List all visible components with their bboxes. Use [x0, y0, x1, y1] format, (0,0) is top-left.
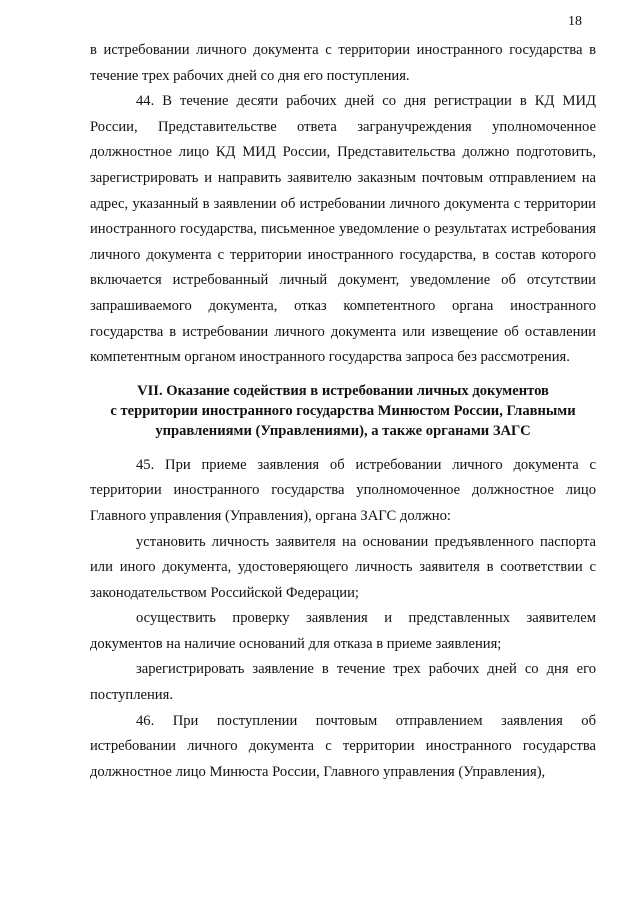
page-number: 18: [568, 14, 582, 29]
paragraph-45-item-2: осуществить проверку заявления и представленных заявителем документов на наличие оснований для отказа в приеме заявления;: [90, 610, 596, 652]
paragraph-44: 44. В течение десяти рабочих дней со дня регистрации в КД МИД России, Представительстве ответа загранучреждения уполномоченное должностное лицо КД МИД России, Представительства должно подготовить, зарегистрировать и направить заявителю заказным почтовым отправлением на адрес, указанный в заявлении об истребовании личного документа с территории иностранного государства, письменное уведомление о результатах истребования личного документа с территории иностранного государства, в состав которого включается истребованный личный документ, уведомление об отсутствии запрашиваемого документа, отказ компетентного органа иностранного государства в истребовании личного документа или извещение об оставлении компетентным органом иностранного государства запроса без рассмотрения.: [90, 93, 596, 366]
paragraph-45: 45. При приеме заявления об истребовании личного документа с территории иностранного государства уполномоченное должностное лицо Главного управления (Управления), органа ЗАГС должно:: [90, 456, 596, 524]
heading-line-1: VII. Оказание содействия в истребовании личных документов: [137, 382, 549, 399]
document-body: [90, 38, 596, 785]
heading-line-3: управлениями (Управлениями), а также органами ЗАГС: [155, 422, 531, 439]
heading-line-2: с территории иностранного государства Минюстом России, Главными: [110, 402, 576, 419]
paragraph-46: 46. При поступлении почтовым отправлением заявления об истребовании личного документа с территории иностранного государства должностное лицо Минюста России, Главного управления (Управления),: [90, 712, 596, 780]
paragraph-45-item-3: зарегистрировать заявление в течение трех рабочих дней со дня его поступления.: [90, 661, 596, 704]
paragraph-continuation: в истребовании личного документа с территории иностранного государства в течение трех рабочих дней со дня его поступления.: [90, 42, 596, 84]
paragraph-45-item-1: установить личность заявителя на основании предъявленного паспорта или иного документа, удостоверяющего личность заявителя в соответствии с законодательством Российской Федерации;: [90, 533, 596, 601]
section-heading-vii: [90, 381, 596, 441]
